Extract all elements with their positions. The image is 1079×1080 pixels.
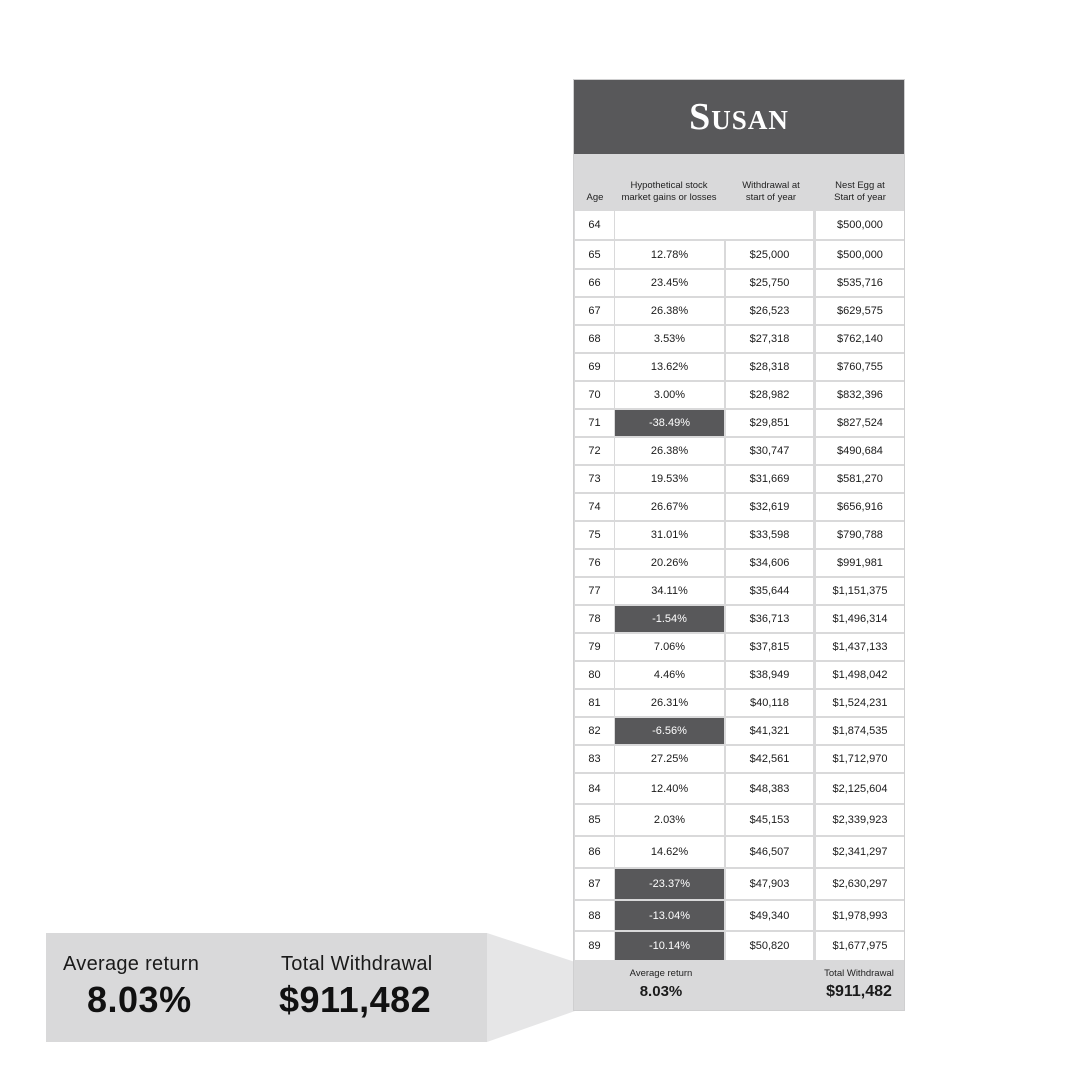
withdrawal-cell: $31,669: [726, 466, 813, 492]
withdrawal-cell: $29,851: [726, 410, 813, 436]
nest-egg-cell: $581,270: [816, 466, 904, 492]
table-row: [574, 381, 904, 409]
nest-egg-cell: $790,788: [816, 522, 904, 548]
table-row: [574, 577, 904, 605]
table-row: [574, 689, 904, 717]
table-row: [574, 773, 904, 804]
empty-cell: [615, 211, 813, 239]
nest-egg-cell: $1,151,375: [816, 578, 904, 604]
market-gain-cell: 12.40%: [615, 774, 724, 803]
age-cell: 76: [575, 550, 614, 576]
nest-egg-cell: $629,575: [816, 298, 904, 324]
nest-egg-cell: $656,916: [816, 494, 904, 520]
nest-egg-cell: $535,716: [816, 270, 904, 296]
footer-total-withdrawal-label: Total Withdrawal: [824, 968, 894, 979]
withdrawal-cell: $47,903: [726, 869, 813, 899]
table-row: [574, 868, 904, 900]
market-gain-cell: 13.62%: [615, 354, 724, 380]
header-market-gains-line1: Hypothetical stock: [630, 180, 708, 191]
age-cell: 69: [575, 354, 614, 380]
nest-egg-cell: $2,341,297: [816, 837, 904, 867]
withdrawal-cell: $35,644: [726, 578, 813, 604]
market-gain-cell: 26.38%: [615, 298, 724, 324]
header-withdrawal: [726, 180, 816, 204]
age-cell: 67: [575, 298, 614, 324]
market-gain-cell: -6.56%: [615, 718, 724, 744]
withdrawal-cell: $37,815: [726, 634, 813, 660]
table-row: [574, 210, 904, 240]
header-withdrawal-line1: Withdrawal at: [742, 180, 800, 191]
nest-egg-cell: $1,496,314: [816, 606, 904, 632]
table-row: [574, 353, 904, 381]
age-cell: 77: [575, 578, 614, 604]
withdrawal-cell: $46,507: [726, 837, 813, 867]
market-gain-cell: -23.37%: [615, 869, 724, 899]
table-row: [574, 269, 904, 297]
header-market-gains: [612, 180, 726, 204]
nest-egg-cell: $2,630,297: [816, 869, 904, 899]
table-row: [574, 549, 904, 577]
withdrawal-cell: $25,750: [726, 270, 813, 296]
withdrawal-cell: $26,523: [726, 298, 813, 324]
table-row: [574, 804, 904, 836]
callout-total-withdrawal-value: $911,482: [279, 979, 432, 1020]
market-gain-cell: 26.67%: [615, 494, 724, 520]
table-row: [574, 745, 904, 773]
table-row: [574, 717, 904, 745]
header-age: Age: [586, 192, 604, 203]
market-gain-cell: 14.62%: [615, 837, 724, 867]
age-cell: 84: [575, 774, 614, 803]
market-gain-cell: 2.03%: [615, 805, 724, 835]
age-cell: 66: [575, 270, 614, 296]
footer-total-withdrawal-value: $911,482: [826, 983, 892, 1000]
nest-egg-cell: $1,498,042: [816, 662, 904, 688]
market-gain-cell: 19.53%: [615, 466, 724, 492]
withdrawal-cell: $38,949: [726, 662, 813, 688]
header-withdrawal-line2: start of year: [745, 192, 797, 203]
market-gain-cell: 4.46%: [615, 662, 724, 688]
table-row: [574, 900, 904, 931]
nest-egg-cell: $1,712,970: [816, 746, 904, 772]
market-gain-cell: 12.78%: [615, 241, 724, 268]
footer-average-return-label: Average return: [629, 968, 693, 979]
withdrawal-cell: $48,383: [726, 774, 813, 803]
age-cell: 81: [575, 690, 614, 716]
age-cell: 74: [575, 494, 614, 520]
table-title: Susan: [689, 96, 789, 138]
market-gain-cell: -38.49%: [615, 410, 724, 436]
market-gain-cell: 34.11%: [615, 578, 724, 604]
age-cell: 73: [575, 466, 614, 492]
age-cell: 85: [575, 805, 614, 835]
market-gain-cell: 31.01%: [615, 522, 724, 548]
title-bar: [574, 80, 904, 154]
market-gain-cell: 3.00%: [615, 382, 724, 408]
withdrawal-cell: $36,713: [726, 606, 813, 632]
header-nest-egg-line1: Nest Egg at: [835, 180, 885, 191]
age-cell: 65: [575, 241, 614, 268]
nest-egg-cell: $1,437,133: [816, 634, 904, 660]
nest-egg-cell: $832,396: [816, 382, 904, 408]
nest-egg-cell: $500,000: [816, 241, 904, 268]
callout-total-withdrawal-label: Total Withdrawal: [281, 953, 433, 975]
market-gain-cell: 23.45%: [615, 270, 724, 296]
market-gain-cell: 26.38%: [615, 438, 724, 464]
nest-egg-cell: $2,339,923: [816, 805, 904, 835]
age-cell: 64: [575, 211, 614, 239]
withdrawal-cell: $28,318: [726, 354, 813, 380]
age-cell: 80: [575, 662, 614, 688]
withdrawal-cell: $27,318: [726, 326, 813, 352]
callout-average-return-value: 8.03%: [87, 979, 192, 1020]
table-row: [574, 931, 904, 961]
table-footer: [574, 962, 904, 1012]
withdrawal-cell: $42,561: [726, 746, 813, 772]
market-gain-cell: 26.31%: [615, 690, 724, 716]
table-row: [574, 661, 904, 689]
age-cell: 78: [575, 606, 614, 632]
market-gain-cell: -1.54%: [615, 606, 724, 632]
table-row: [574, 521, 904, 549]
nest-egg-cell: $1,524,231: [816, 690, 904, 716]
nest-egg-cell: $500,000: [816, 211, 904, 239]
age-cell: 89: [575, 932, 614, 960]
header-nest-egg: [816, 180, 904, 204]
nest-egg-cell: $762,140: [816, 326, 904, 352]
age-cell: 87: [575, 869, 614, 899]
nest-egg-cell: $760,755: [816, 354, 904, 380]
column-headers: [574, 154, 904, 210]
nest-egg-cell: $1,978,993: [816, 901, 904, 930]
retirement-table: [573, 79, 905, 1011]
header-nest-egg-line2: Start of year: [834, 192, 886, 203]
nest-egg-cell: $1,874,535: [816, 718, 904, 744]
withdrawal-cell: $28,982: [726, 382, 813, 408]
market-gain-cell: 20.26%: [615, 550, 724, 576]
market-gain-cell: 7.06%: [615, 634, 724, 660]
market-gain-cell: -13.04%: [615, 901, 724, 930]
nest-egg-cell: $2,125,604: [816, 774, 904, 803]
nest-egg-cell: $1,677,975: [816, 932, 904, 960]
age-cell: 68: [575, 326, 614, 352]
age-cell: 71: [575, 410, 614, 436]
withdrawal-cell: $45,153: [726, 805, 813, 835]
withdrawal-cell: $40,118: [726, 690, 813, 716]
summary-callout: [46, 933, 487, 1042]
table-row: [574, 493, 904, 521]
market-gain-cell: -10.14%: [615, 932, 724, 960]
header-market-gains-line2: market gains or losses: [621, 192, 717, 203]
table-row: [574, 297, 904, 325]
withdrawal-cell: $34,606: [726, 550, 813, 576]
age-cell: 83: [575, 746, 614, 772]
table-row: [574, 836, 904, 868]
table-row: [574, 240, 904, 269]
withdrawal-cell: $50,820: [726, 932, 813, 960]
table-row: [574, 605, 904, 633]
table-row: [574, 437, 904, 465]
market-gain-cell: 27.25%: [615, 746, 724, 772]
table-row: [574, 409, 904, 437]
withdrawal-cell: $49,340: [726, 901, 813, 930]
age-cell: 70: [575, 382, 614, 408]
nest-egg-cell: $490,684: [816, 438, 904, 464]
nest-egg-cell: $991,981: [816, 550, 904, 576]
age-cell: 75: [575, 522, 614, 548]
market-gain-cell: 3.53%: [615, 326, 724, 352]
withdrawal-cell: $25,000: [726, 241, 813, 268]
callout-average-return-label: Average return: [63, 953, 200, 975]
withdrawal-cell: $41,321: [726, 718, 813, 744]
withdrawal-cell: $32,619: [726, 494, 813, 520]
age-cell: 72: [575, 438, 614, 464]
table-row: [574, 633, 904, 661]
age-cell: 82: [575, 718, 614, 744]
nest-egg-cell: $827,524: [816, 410, 904, 436]
age-cell: 88: [575, 901, 614, 930]
age-cell: 79: [575, 634, 614, 660]
table-row: [574, 325, 904, 353]
age-cell: 86: [575, 837, 614, 867]
withdrawal-cell: $30,747: [726, 438, 813, 464]
table-row: [574, 465, 904, 493]
footer-average-return-value: 8.03%: [639, 983, 683, 1000]
withdrawal-cell: $33,598: [726, 522, 813, 548]
